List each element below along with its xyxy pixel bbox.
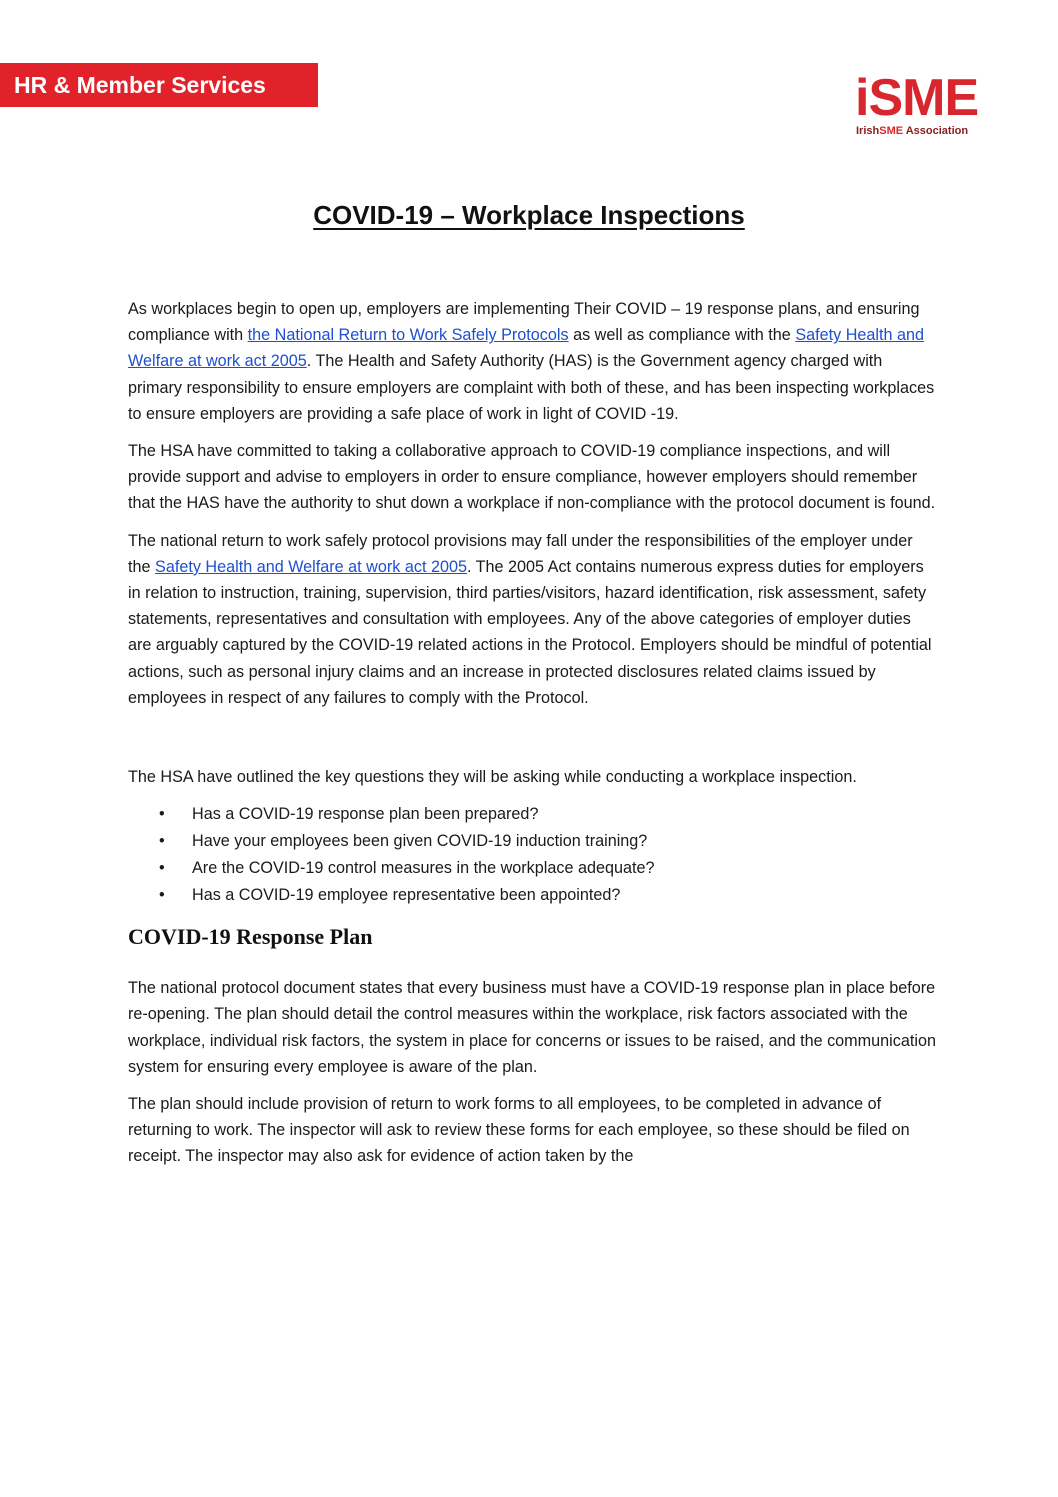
document-body <box>128 296 938 1181</box>
bullet-icon: • <box>159 832 165 851</box>
key-questions-intro: The HSA have outlined the key questions they will be asking while conducting a workplace inspection. <box>128 768 857 787</box>
list-item <box>128 801 938 828</box>
logo-tagline-prefix: Irish <box>856 125 880 137</box>
list-item-text: Have your employees been given COVID-19 induction training? <box>192 832 648 851</box>
banner-label: HR & Member Services <box>14 72 266 98</box>
return-to-work-forms-paragraph: The plan should include provision of return to work forms to all employees, to be completed in advance of returning to work. The inspector will ask to review these forms for each employee, so these should be filed on receipt. The inspector may also ask for evidence of action taken by the <box>128 1095 910 1166</box>
paragraph-spacer <box>128 722 938 764</box>
bullet-icon: • <box>159 859 165 878</box>
list-item-text: Has a COVID-19 employee representative been appointed? <box>192 886 621 905</box>
list-item-text: Has a COVID-19 response plan been prepared? <box>192 805 539 824</box>
bullet-icon: • <box>159 805 165 824</box>
list-item <box>128 855 938 882</box>
bullet-icon: • <box>159 886 165 905</box>
intro-paragraph <box>128 296 938 427</box>
document-title: COVID-19 – Workplace Inspections <box>313 200 745 230</box>
hsa-approach-paragraph: The HSA have committed to taking a collaborative approach to COVID-19 compliance inspections, and will provide support and advise to employers in order to ensure compliance, however employers should remember that the HAS have the authority to shut down a workplace if non-compliance with the protocol document is found. <box>128 442 936 513</box>
logo-tagline <box>856 125 968 137</box>
act-duties-text-2: . The 2005 Act contains numerous express duties for employers in relation to instruction, training, supervision, third parties/visitors, hazard identification, risk assessment, safety statements, representatives and consultation with employees. Any of the above categories of employer duties are arguably captured by the COVID-19 related actions in the Protocol. Employers should be mindful of potential actions, such as personal injury claims and an increase in protected disclosures related claims issued by employees in respect of any failures to comply with the Protocol. <box>128 557 932 707</box>
safety-health-welfare-act-link[interactable]: Safety Health and Welfare at work act 2005 <box>128 326 924 371</box>
logo-tagline-highlight: SME <box>879 125 904 137</box>
response-plan-paragraph: The national protocol document states that every business must have a COVID-19 response plan in place before re-opening. The plan should detail the control measures within the workplace, risk factors associated with the workplace, individual risk factors, the system in place for concerns or issues to be raised, and the communication system for ensuring every employee is aware of the plan. <box>128 979 936 1076</box>
act-duties-text-1: The national return to work safely protocol provisions may fall under the responsibilities of the employer under the <box>128 531 913 576</box>
act-duties-paragraph <box>128 528 938 711</box>
list-item <box>128 828 938 855</box>
intro-text-3: . The Health and Safety Authority (HAS) is the Government agency charged with primary responsibility to ensure employers are complaint with both of these, and has been inspecting workplaces to ensure employers are providing a safe place of work in light of COVID -19. <box>128 352 935 423</box>
isme-logo <box>855 69 995 144</box>
return-to-work-protocols-link[interactable]: the National Return to Work Safely Protocols <box>247 326 569 345</box>
list-item-text: Are the COVID-19 control measures in the workplace adequate? <box>192 859 655 878</box>
logo-wordmark: iSME <box>855 69 979 127</box>
safety-health-welfare-act-link-2[interactable]: Safety Health and Welfare at work act 2005 <box>155 557 467 576</box>
section-heading-response-plan: COVID-19 Response Plan <box>128 924 373 950</box>
list-item <box>128 882 938 909</box>
logo-tagline-suffix: Association <box>905 125 969 137</box>
key-questions-list <box>128 801 938 909</box>
intro-text-2: as well as compliance with the <box>568 326 796 345</box>
department-banner <box>0 63 318 107</box>
intro-text-1: As workplaces begin to open up, employers are implementing Their COVID – 19 response plans, and ensuring compliance with <box>128 300 920 345</box>
